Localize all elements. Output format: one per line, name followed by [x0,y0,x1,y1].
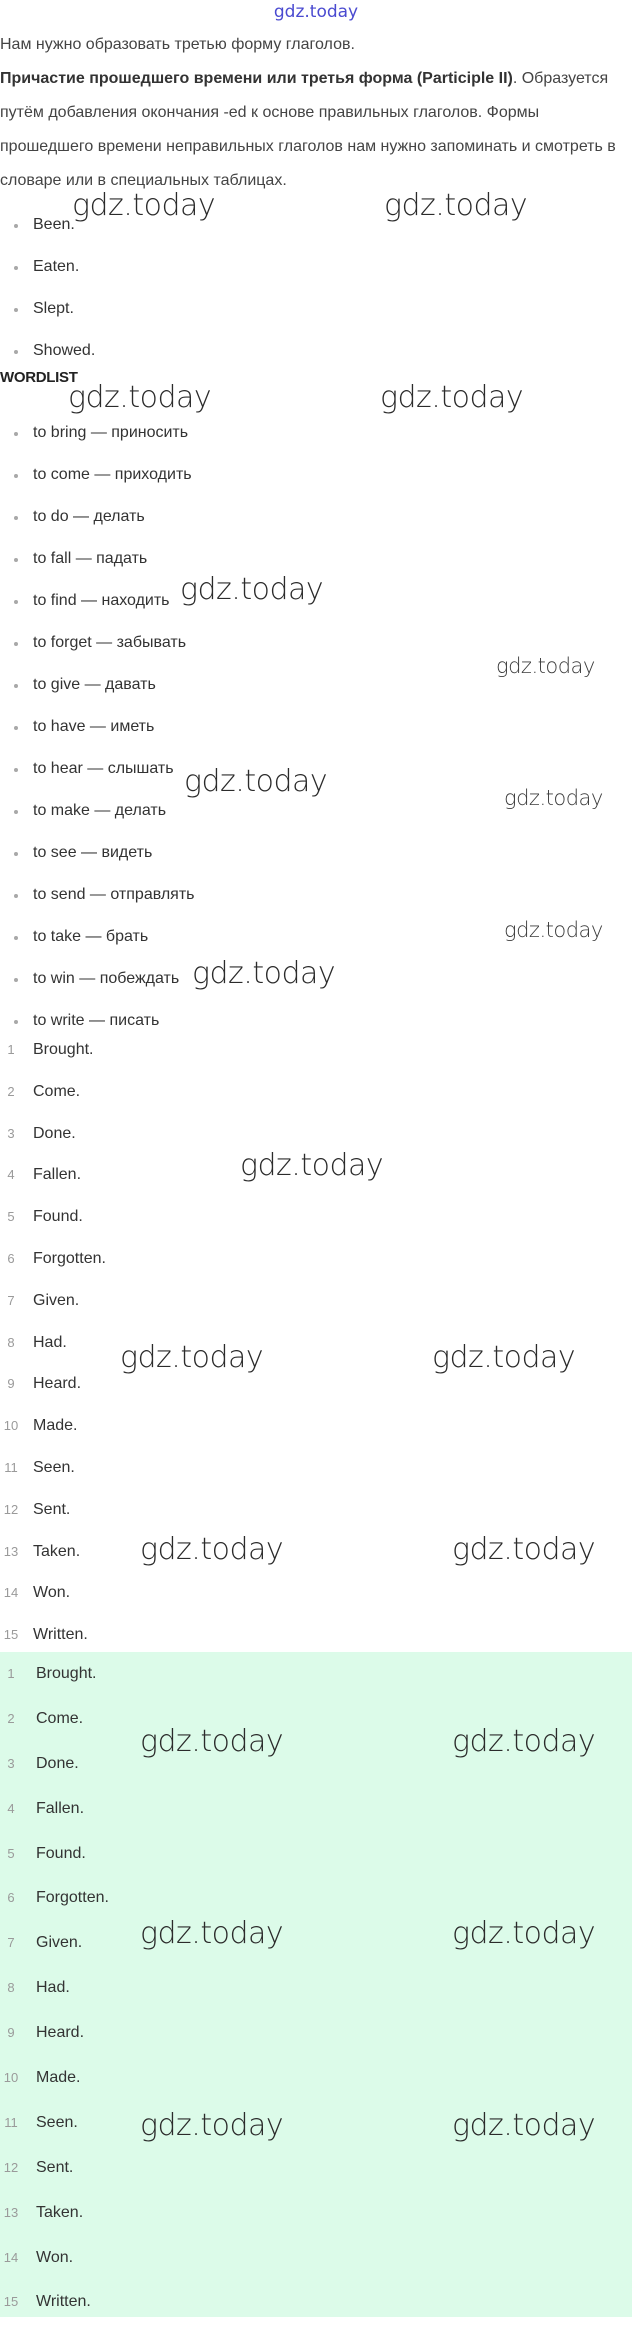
list-item [0,1832,632,1877]
list-item [0,1238,632,1280]
item-number: 6 [7,1890,15,1906]
item-number: 8 [7,1980,15,1996]
list-item [0,1489,632,1531]
list-item [0,2191,632,2236]
watermark: gdz.today [180,572,324,607]
list-item [0,1652,632,1697]
item-text: Won. [33,1584,71,1602]
watermark: gdz.today [72,188,216,223]
list-item [0,1966,632,2011]
watermark: gdz.today [452,1724,596,1759]
item-number: 12 [3,2159,19,2175]
wordlist-item: to write — писать [0,1000,632,1042]
item-text: Fallen. [36,1799,85,1817]
watermark: gdz.today [432,1340,576,1375]
site-logo[interactable]: gdz.today [273,2,359,22]
watermark: gdz.today [140,2108,284,2143]
wordlist-item: to take — брать [0,916,632,958]
watermark: gdz.today [380,380,524,415]
item-number: 13 [3,2204,19,2220]
wordlist-title: WORDLIST [0,369,78,386]
item-number: 5 [7,1209,15,1225]
watermark: gdz.today [120,1340,264,1375]
item-number: 1 [7,1666,15,1681]
item-number: 15 [3,2294,19,2310]
item-text: Brought. [33,1041,94,1058]
list-item [0,1071,632,1113]
watermark: gdz.today [140,1916,284,1951]
item-number: 5 [7,1845,15,1861]
item-text: Seen. [33,1458,75,1476]
list-item [0,1876,632,1921]
item-number: 11 [4,2114,18,2130]
item-text: Found. [33,1208,83,1226]
wordlist-item: to come — приходить [0,454,632,496]
watermark: gdz.today [504,786,603,810]
wordlist-item: to do — делать [0,496,632,538]
item-text: Made. [33,1417,78,1435]
item-text: Won. [36,2248,74,2266]
list-item [0,1405,632,1447]
intro-line-1: Нам нужно образовать третью форму глаголов. [0,36,355,53]
watermark: gdz.today [184,764,328,799]
list-item [0,1280,632,1322]
item-text: Sent. [36,2158,74,2176]
list-item: Been. [0,204,632,246]
item-number: 1 [7,1042,15,1057]
item-text: Heard. [36,2024,85,2042]
item-number: 12 [3,1501,19,1517]
item-number: 13 [3,1543,19,1559]
list-item: Slept. [0,288,632,330]
intro-rest: . Образуется путём добавления окончания -ed к основе правильных глаголов. Формы прошедшего времени неправильных глаголов нам нужно запоминать и смотреть в словаре или в специальных таблицах. [0,70,616,189]
item-text: Forgotten. [36,1889,109,1907]
item-text: Found. [36,1844,86,1862]
intro-paragraph [0,62,626,198]
wordlist-item: to hear — слышать [0,748,632,790]
item-number: 4 [7,1167,15,1183]
list-item [0,2280,632,2325]
item-text: Taken. [33,1542,81,1560]
list-item: Showed. [0,330,632,372]
intro-text [0,28,626,198]
item-text: Come. [36,1709,84,1727]
item-text: Written. [33,1626,88,1644]
watermark: gdz.today [140,1532,284,1567]
wordlist-item: to forget — забывать [0,622,632,664]
wordlist-item: to send — отправлять [0,874,632,916]
wordlist [0,412,632,1042]
list-item [0,2146,632,2191]
item-text: Heard. [33,1375,82,1393]
list-item [0,1787,632,1832]
list-item [0,2011,632,2056]
list-item [0,2056,632,2101]
item-text: Fallen. [33,1166,82,1184]
item-text: Come. [33,1082,81,1100]
wordlist-item: to make — делать [0,790,632,832]
item-number: 3 [7,1125,15,1141]
watermark: gdz.today [68,380,212,415]
item-text: Made. [36,2069,81,2087]
item-number: 8 [7,1334,15,1350]
wordlist-item: to win — побеждать [0,958,632,1000]
item-number: 2 [7,1083,15,1099]
watermark: gdz.today [452,1532,596,1567]
item-number: 11 [4,1459,18,1475]
wordlist-item: to have — иметь [0,706,632,748]
item-text: Given. [36,1934,83,1952]
watermark: gdz.today [140,1724,284,1759]
wordlist-item: to fall — падать [0,538,632,580]
item-text: Taken. [36,2203,84,2221]
item-number: 3 [7,1755,15,1771]
item-number: 15 [3,1627,19,1643]
item-number: 6 [7,1250,15,1266]
list-item [0,1614,632,1656]
item-number: 14 [3,2249,19,2265]
list-item [0,1196,632,1238]
watermark: gdz.today [496,654,595,678]
list-item [0,1029,632,1071]
item-text: Seen. [36,2113,78,2131]
list-item [0,1572,632,1614]
watermark: gdz.today [240,1148,384,1183]
intro-bold-term: Причастие прошедшего времени или третья форма (Participle II) [0,70,513,87]
item-text: Done. [36,1754,79,1772]
list-item [0,2236,632,2281]
item-number: 4 [7,1800,15,1816]
item-number: 9 [7,1376,15,1392]
item-text: Written. [36,2293,91,2311]
item-text: Had. [36,1979,70,1997]
item-text: Done. [33,1124,76,1142]
wordlist-item: to give — давать [0,664,632,706]
item-text: Given. [33,1291,80,1309]
watermark: gdz.today [384,188,528,223]
item-number: 7 [7,1935,15,1951]
item-text: Had. [33,1333,67,1351]
item-number: 14 [3,1585,19,1601]
answers-bullet-list [0,204,632,372]
item-number: 10 [3,1418,19,1434]
watermark: gdz.today [504,918,603,942]
item-number: 9 [7,2025,15,2041]
watermark: gdz.today [452,2108,596,2143]
wordlist-item: to see — видеть [0,832,632,874]
wordlist-item: to find — находить [0,580,632,622]
item-text: Sent. [33,1500,71,1518]
list-item: Eaten. [0,246,632,288]
item-number: 10 [3,2070,19,2086]
watermark: gdz.today [452,1916,596,1951]
wordlist-item: to bring — приносить [0,412,632,454]
watermark: gdz.today [192,956,336,991]
item-text: Forgotten. [33,1249,106,1267]
item-number: 2 [7,1710,15,1726]
item-text: Brought. [36,1665,97,1682]
item-number: 7 [7,1292,15,1308]
list-item [0,1447,632,1489]
